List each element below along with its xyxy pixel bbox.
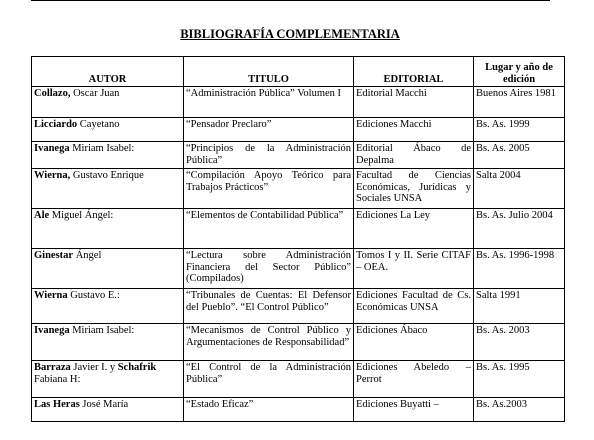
cell-autor xyxy=(32,169,184,209)
table-row xyxy=(32,289,565,324)
cell-lugar: Bs. As.2003 xyxy=(474,398,565,422)
cell-titulo: “Principios de la Administración Pública” xyxy=(184,142,354,169)
cell-editorial: Editorial Ábaco de Depalma xyxy=(354,142,474,169)
table-row xyxy=(32,361,565,398)
author-surname: Ale xyxy=(34,210,50,221)
cell-autor xyxy=(32,87,184,118)
cell-titulo: “Mecanismos de Control Público y Argumentaciones de Responsabilidad” xyxy=(184,324,354,361)
cell-titulo: “Tribunales de Cuentas: El Defensor del Pueblo”. “El Control Público” xyxy=(184,289,354,324)
table-row xyxy=(32,142,565,169)
table-row xyxy=(32,398,565,422)
cell-titulo: “El Control de la Administración Pública” xyxy=(184,361,354,398)
author-given-name: Miguel Ángel: xyxy=(49,210,114,221)
cell-titulo: “Pensador Preclaro” xyxy=(184,118,354,142)
cell-lugar: Bs. As. 1999 xyxy=(474,118,565,142)
cell-editorial: Editorial Macchi xyxy=(354,87,474,118)
author-surname-2: Schafrik xyxy=(117,362,157,373)
table-row xyxy=(32,87,565,118)
author-surname: Ginestar xyxy=(34,250,74,261)
top-rule xyxy=(31,0,550,1)
header-editorial: EDITORIAL xyxy=(354,57,474,87)
author-given-name: Gustavo E.: xyxy=(67,290,120,301)
author-surname: Barraza xyxy=(34,362,71,373)
cell-editorial: Ediciones Ábaco xyxy=(354,324,474,361)
cell-editorial: Ediciones Abeledo – Perrot xyxy=(354,361,474,398)
bibliography-table xyxy=(31,56,565,422)
author-surname: Ivanega xyxy=(34,143,70,154)
cell-titulo: “Administración Pública” Volumen I xyxy=(184,87,354,118)
cell-autor xyxy=(32,289,184,324)
cell-lugar: Salta 2004 xyxy=(474,169,565,209)
cell-editorial: Ediciones Buyatti – xyxy=(354,398,474,422)
cell-editorial: Facultad de Ciencias Económicas, Jurídicas y Sociales UNSA xyxy=(354,169,474,209)
cell-autor xyxy=(32,118,184,142)
author-given-name: Gustavo Enrique xyxy=(70,170,144,181)
author-surname: Las Heras xyxy=(34,399,80,410)
cell-autor xyxy=(32,361,184,398)
cell-autor xyxy=(32,398,184,422)
header-lugar: Lugar y año de edición xyxy=(474,57,565,87)
author-given-name: Oscar Juan xyxy=(70,88,120,99)
cell-lugar: Salta 1991 xyxy=(474,289,565,324)
cell-autor xyxy=(32,142,184,169)
cell-lugar: Bs. As. 2003 xyxy=(474,324,565,361)
cell-editorial: Ediciones La Ley xyxy=(354,209,474,249)
table-row xyxy=(32,169,565,209)
table-row xyxy=(32,118,565,142)
author-surname: Wierna xyxy=(34,290,68,301)
author-given-name: Ángel xyxy=(73,250,102,261)
table-row xyxy=(32,209,565,249)
author-given-name: Miriam Isabel: xyxy=(69,325,135,336)
author-surname: Ivanega xyxy=(34,325,70,336)
cell-autor xyxy=(32,249,184,289)
cell-lugar: Bs. As. Julio 2004 xyxy=(474,209,565,249)
author-given-name: Javier I. y xyxy=(70,362,118,373)
page-title: BIBLIOGRAFÍA COMPLEMENTARIA xyxy=(180,27,400,41)
cell-titulo: “Estado Eficaz” xyxy=(184,398,354,422)
cell-lugar: Buenos Aires 1981 xyxy=(474,87,565,118)
cell-autor xyxy=(32,324,184,361)
author-given-name: Miriam Isabel: xyxy=(69,143,135,154)
author-given-name-2: Fabiana H: xyxy=(34,373,81,385)
author-surname: Wierna, xyxy=(34,170,71,181)
author-surname: Collazo, xyxy=(34,88,71,99)
author-given-name: José María xyxy=(79,399,129,410)
table-header-row xyxy=(32,57,565,87)
author-given-name: Cayetano xyxy=(77,119,120,130)
cell-lugar: Bs. As. 2005 xyxy=(474,142,565,169)
cell-autor xyxy=(32,209,184,249)
cell-titulo: “Elementos de Contabilidad Pública” xyxy=(184,209,354,249)
cell-lugar: Bs. As. 1996-1998 xyxy=(474,249,565,289)
cell-titulo: “Lectura sobre Administración Financiera del Sector Público” (Compilados) xyxy=(184,249,354,289)
author-surname: Licciardo xyxy=(34,119,78,130)
cell-lugar: Bs. As. 1995 xyxy=(474,361,565,398)
header-autor: AUTOR xyxy=(32,57,184,87)
header-titulo: TITULO xyxy=(184,57,354,87)
cell-editorial: Ediciones Facultad de Cs. Económicas UNSA xyxy=(354,289,474,324)
cell-editorial: Tomos I y II. Serie CITAF – OEA. xyxy=(354,249,474,289)
table-row xyxy=(32,324,565,361)
cell-titulo: “Compilación Apoyo Teórico para Trabajos Prácticos” xyxy=(184,169,354,209)
cell-editorial: Ediciones Macchi xyxy=(354,118,474,142)
table-row xyxy=(32,249,565,289)
